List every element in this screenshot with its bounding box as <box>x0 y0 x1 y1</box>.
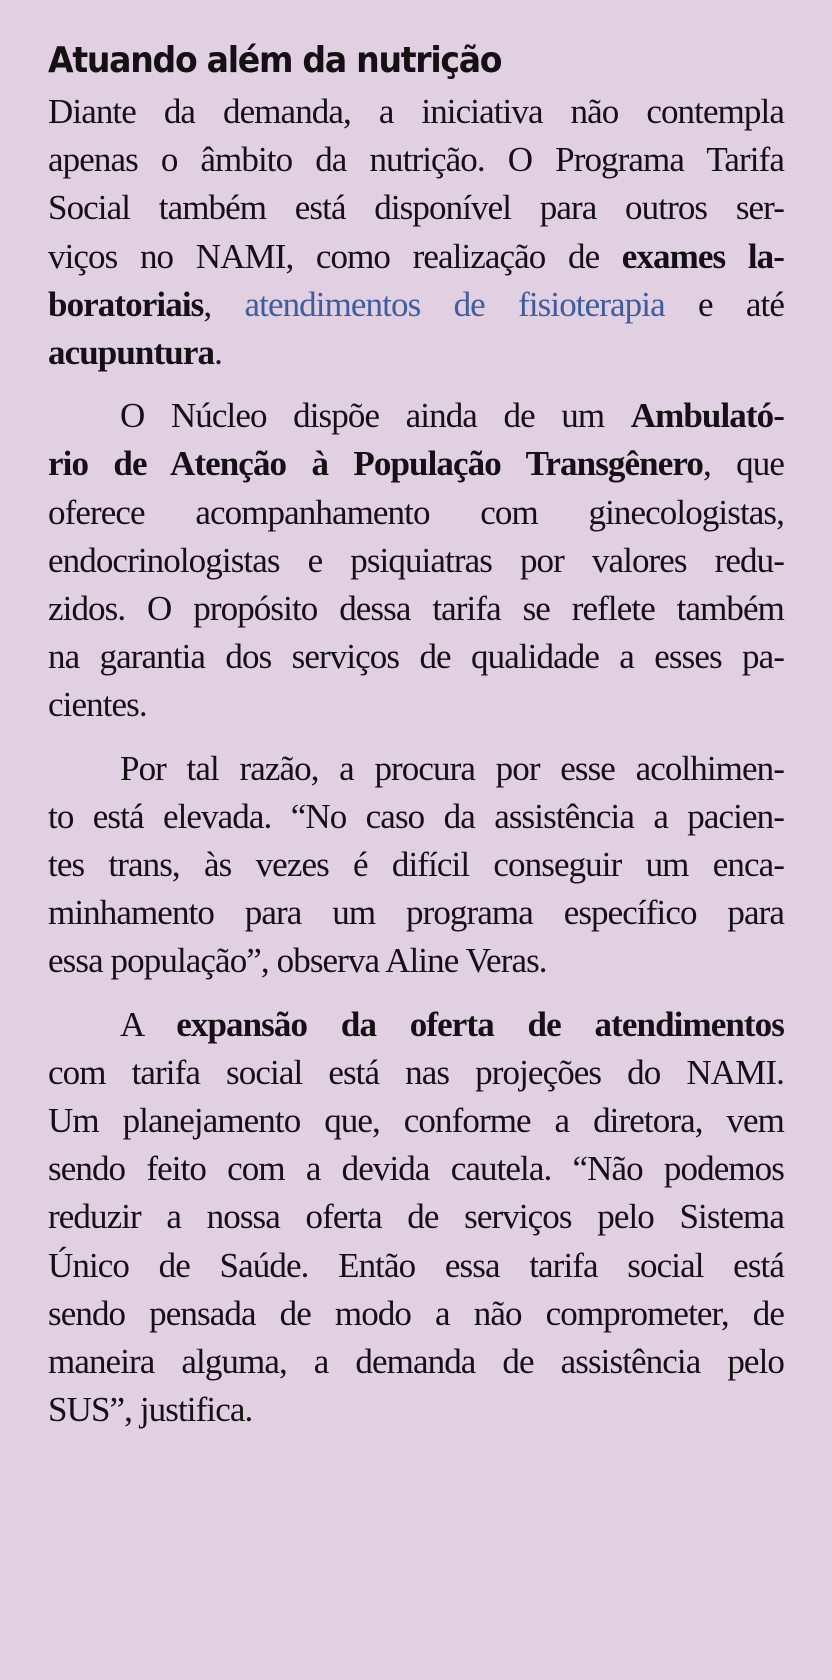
text-line <box>48 489 784 537</box>
text-run: na garantia dos serviços de qualidade a esses pa- <box>48 637 784 677</box>
text-line <box>48 537 784 585</box>
text-line <box>48 392 784 440</box>
text-line <box>48 1386 784 1434</box>
text-line <box>48 281 784 329</box>
text-line <box>48 184 784 232</box>
text-line <box>48 233 784 281</box>
text-run: minhamento para um programa específico para <box>48 893 784 933</box>
text-run: Por tal razão, a procura por esse acolhimen- <box>120 748 784 788</box>
text-run: oferece acompanhamento com ginecologistas, <box>48 492 784 532</box>
text-line <box>48 1145 784 1193</box>
text-line <box>48 937 784 985</box>
text-run: reduzir a nossa oferta de serviços pelo Sistema <box>48 1197 784 1237</box>
text-line <box>48 585 784 633</box>
text-line <box>48 841 784 889</box>
bold-emphasis: expansão da oferta de atendimentos <box>176 1004 785 1044</box>
text-line <box>48 1097 784 1145</box>
text-run: zidos. O propósito dessa tarifa se reflete também <box>48 589 784 629</box>
link-physiotherapy[interactable]: atendimentos de fisioterapia <box>244 284 665 324</box>
text-line <box>48 88 784 136</box>
paragraph-trans-clinic <box>48 392 784 729</box>
text-run: sendo pensada de modo a não comprometer, de <box>48 1293 784 1333</box>
bold-emphasis: exames la- <box>621 236 784 276</box>
text-line <box>48 329 784 377</box>
text-run: SUS”, justifica. <box>48 1390 253 1430</box>
text-run: Um planejamento que, conforme a diretora, vem <box>48 1101 784 1141</box>
text-line <box>48 1242 784 1290</box>
text-line <box>48 793 784 841</box>
text-run: maneira alguma, a demanda de assistência pelo <box>48 1342 784 1382</box>
text-line <box>48 1193 784 1241</box>
text-run: A <box>120 1004 177 1044</box>
text-run: Social também está disponível para outros ser- <box>48 188 784 228</box>
text-line <box>48 1049 784 1097</box>
bold-emphasis: Ambulató- <box>630 396 784 436</box>
text-run: e até <box>664 284 784 324</box>
bold-emphasis: acupuntura <box>48 333 215 373</box>
text-line <box>48 681 784 729</box>
text-run: viços no NAMI, como realização de <box>48 236 622 276</box>
text-run: Único de Saúde. Então essa tarifa social está <box>48 1245 784 1285</box>
text-line <box>48 1290 784 1338</box>
text-run: sendo feito com a devida cautela. “Não podemos <box>48 1149 784 1189</box>
text-run: endocrinologistas e psiquiatras por valores redu- <box>48 540 784 580</box>
text-run: , <box>203 284 245 324</box>
text-line <box>48 1338 784 1386</box>
paragraph-nutrition-scope <box>48 88 784 377</box>
bold-emphasis: boratoriais <box>48 284 204 324</box>
text-run: Diante da demanda, a iniciativa não contempla <box>48 92 784 131</box>
text-run: apenas o âmbito da nutrição. O Programa Tarifa <box>48 140 784 180</box>
section-title: Atuando além da nutrição <box>48 40 502 81</box>
text-line <box>48 745 784 793</box>
text-run: essa população”, observa Aline Veras. <box>48 941 547 981</box>
paragraph-demand-quote <box>48 745 784 986</box>
text-line <box>48 136 784 184</box>
text-run: . <box>214 333 222 373</box>
paragraph-expansion-plans <box>48 1001 784 1435</box>
text-run: O Núcleo dispõe ainda de um <box>120 396 631 436</box>
text-run: , que <box>702 444 784 484</box>
text-run: to está elevada. “No caso da assistência a pacien- <box>48 796 784 836</box>
bold-emphasis: rio de Atenção à População Transgênero <box>48 444 703 484</box>
text-run: tes trans, às vezes é difícil conseguir um enca- <box>48 845 784 885</box>
text-run: com tarifa social está nas projeções do NAMI. <box>48 1052 784 1092</box>
text-line <box>48 889 784 937</box>
text-line <box>48 1001 784 1049</box>
text-line <box>48 633 784 681</box>
text-line <box>48 440 784 488</box>
text-run: cientes. <box>48 685 147 725</box>
